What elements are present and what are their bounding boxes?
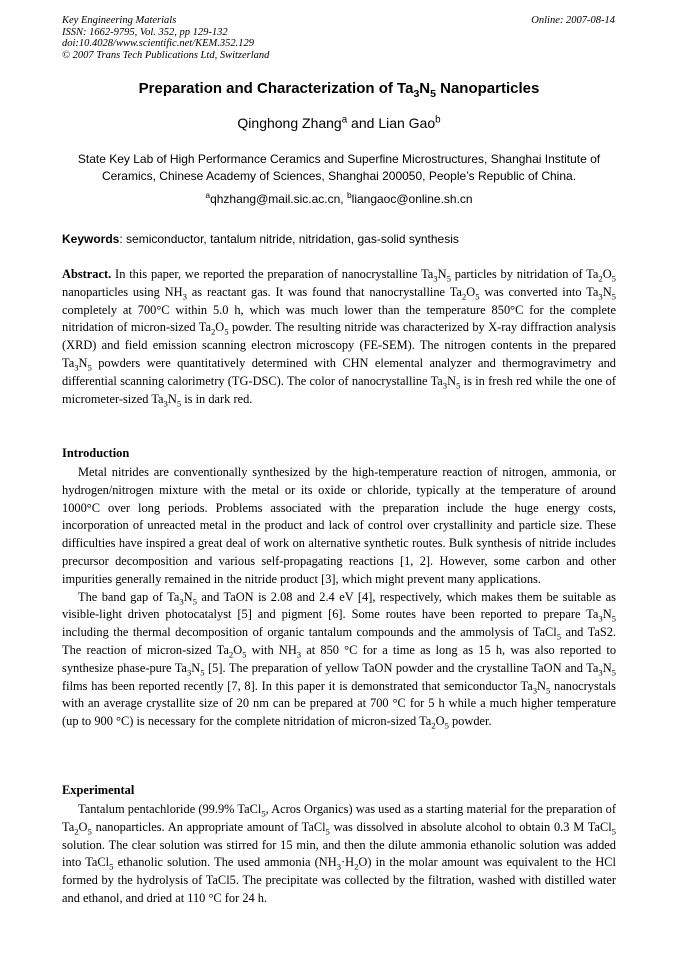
- experimental-section: [62, 801, 616, 908]
- keywords-text: : semiconductor, tantalum nitride, nitridation, gas-solid synthesis: [119, 232, 459, 246]
- abstract-label: Abstract.: [62, 267, 112, 281]
- title-suffix: Nanoparticles: [435, 80, 540, 97]
- email-line: [0, 192, 678, 206]
- keywords: [62, 232, 616, 246]
- introduction-heading: Introduction: [62, 446, 130, 460]
- issn-line: ISSN: 1662-9795, Vol. 352, pp 129-132: [62, 26, 228, 38]
- email-b-mark: b: [346, 190, 352, 200]
- copyright-line: © 2007 Trans Tech Publications Ltd, Switzerland: [62, 49, 270, 61]
- email-a[interactable]: qhzhang@mail.sic.ac.cn,: [210, 192, 347, 206]
- author-line: [0, 115, 678, 131]
- title-sub-5: 5: [430, 88, 436, 100]
- email-b[interactable]: liangaoc@online.sh.cn: [351, 192, 473, 206]
- title-mid: N: [419, 80, 431, 97]
- abstract-text: In this paper, we reported the preparation of nanocrystalline $Ta_3N_5$ particles by nitridation of $Ta_2O_5$ nanoparticles using $NH_3$ as reactant gas. It was found that nanocrystalline $Ta_2O_5$ was converted into $Ta_3N_5$ completely at 700°C within 5.0 h, which was much lower than the temperature 850°C for the complete nitridation of micron-sized $Ta_2O_5$ powder. The resulting nitride was characterized by X-ray diffraction analysis (XRD) and field emission scanning electron microscopy (FE-SEM). The nitrogen contents in the prepared $Ta_3N_5$ powders were quantitatively determined with CHN elemental analyzer and thermogravimetry and differential scanning calorimetry (TG-DSC). The color of nanocrystalline $Ta_3N_5$ is in fresh red while the one of micrometer-sized $Ta_3N_5$ is in dark red.: [62, 267, 616, 409]
- author-1: Qinghong Zhang: [237, 115, 342, 131]
- author-1-mark: a: [341, 114, 348, 126]
- introduction-paragraph-2: The band gap of $Ta_3N_5$ and TaON is 2.08 and 2.4 eV [4], respectively, which makes them be suitable as visible-light driven photocatalyst [5] and pigment [6]. Some routes have been reported to prepare $Ta_3N_5$ including the thermal decomposition of organic tantalum compounds and the ammolysis of TaCl$_5$ and TaS2. The reaction of micron-sized $Ta_2O_5$ with $NH_3$ at 850 °C for a time as long as 15 h, was also reported to synthesize phase-pure $Ta_3N_5$ [5]. The preparation of yellow TaON powder and the crystalline TaON and $Ta_3N_5$ films has been reported recently [7, 8]. In this paper it is demonstrated that semiconductor $Ta_3N_5$ nanocrystals with an average crystallite size of 20 nm can be prepared at 700 °C for 5 h while a much higher temperature (up to 900 °C) is necessary for the complete nitridation of micron-sized $Ta_2O_5$ powder.: [62, 589, 617, 731]
- affiliation: [62, 151, 616, 185]
- author-2: Lian Gao: [378, 115, 436, 131]
- doi-line[interactable]: doi:10.4028/www.scientific.net/KEM.352.129: [62, 38, 254, 49]
- experimental-paragraph-1: Tantalum pentachloride (99.9% TaCl$_5$, Acros Organics) was used as a starting material for the preparation of $Ta_2O_5$ nanoparticles. An appropriate amount of TaCl$_5$ was dissolved in absolute alcohol to obtain 0.3 M TaCl$_5$ solution. The clear solution was stirred for 15 min, and then the dilute ammonia ethanolic solution was added into TaCl$_5$ ethanolic solution. The used ammonia $(NH_3\cdot H_2O)$ in the molar amount was equivalent to the HCl formed by the hydrolysis of TaCl5. The precipitate was collected by the filtration, washed with distilled water and ethanol, and dried at 110 °C for 24 h.: [62, 802, 616, 905]
- email-a-mark: a: [205, 190, 211, 200]
- keywords-label: Keywords: [62, 232, 120, 246]
- affiliation-line-2: Ceramics, Chinese Academy of Sciences, Shanghai 200050, People’s Republic of China.: [101, 169, 577, 183]
- journal-header: [62, 15, 269, 61]
- online-date: Online: 2007-08-14: [531, 15, 615, 26]
- introduction-section: [62, 464, 616, 731]
- title-sub-3: 3: [413, 88, 420, 100]
- abstract: [62, 266, 616, 408]
- introduction-paragraph-1: Metal nitrides are conventionally synthesized by the high-temperature reaction of nitrogen, ammonia, or hydrogen/nitrogen mixture with the metal or its oxide or chloride, typically at the temperature of around 1000°C over long periods. Problems associated with the preparation include the huge energy costs, incorporation of unreacted metal in the product and lack of control over crystallinity and particle size. These difficulties have inspired a great deal of work on alternative synthetic routes. Bulk synthesis of nitride includes precursor decomposition and various self-propagating reactions [1, 2]. However, some carbon and other impurities generally remained in the nitride product [3], which might prevent many applications.: [62, 465, 616, 586]
- journal-name: Key Engineering Materials: [62, 15, 177, 26]
- author-and: and: [347, 115, 379, 131]
- affiliation-line-1: State Key Lab of High Performance Ceramics and Superfine Microstructures, Shanghai Institute of: [77, 152, 601, 166]
- paper-title: [0, 80, 678, 100]
- author-2-mark: b: [435, 114, 441, 126]
- experimental-heading: Experimental: [62, 783, 135, 797]
- title-prefix: Preparation and Characterization of Ta: [138, 80, 414, 97]
